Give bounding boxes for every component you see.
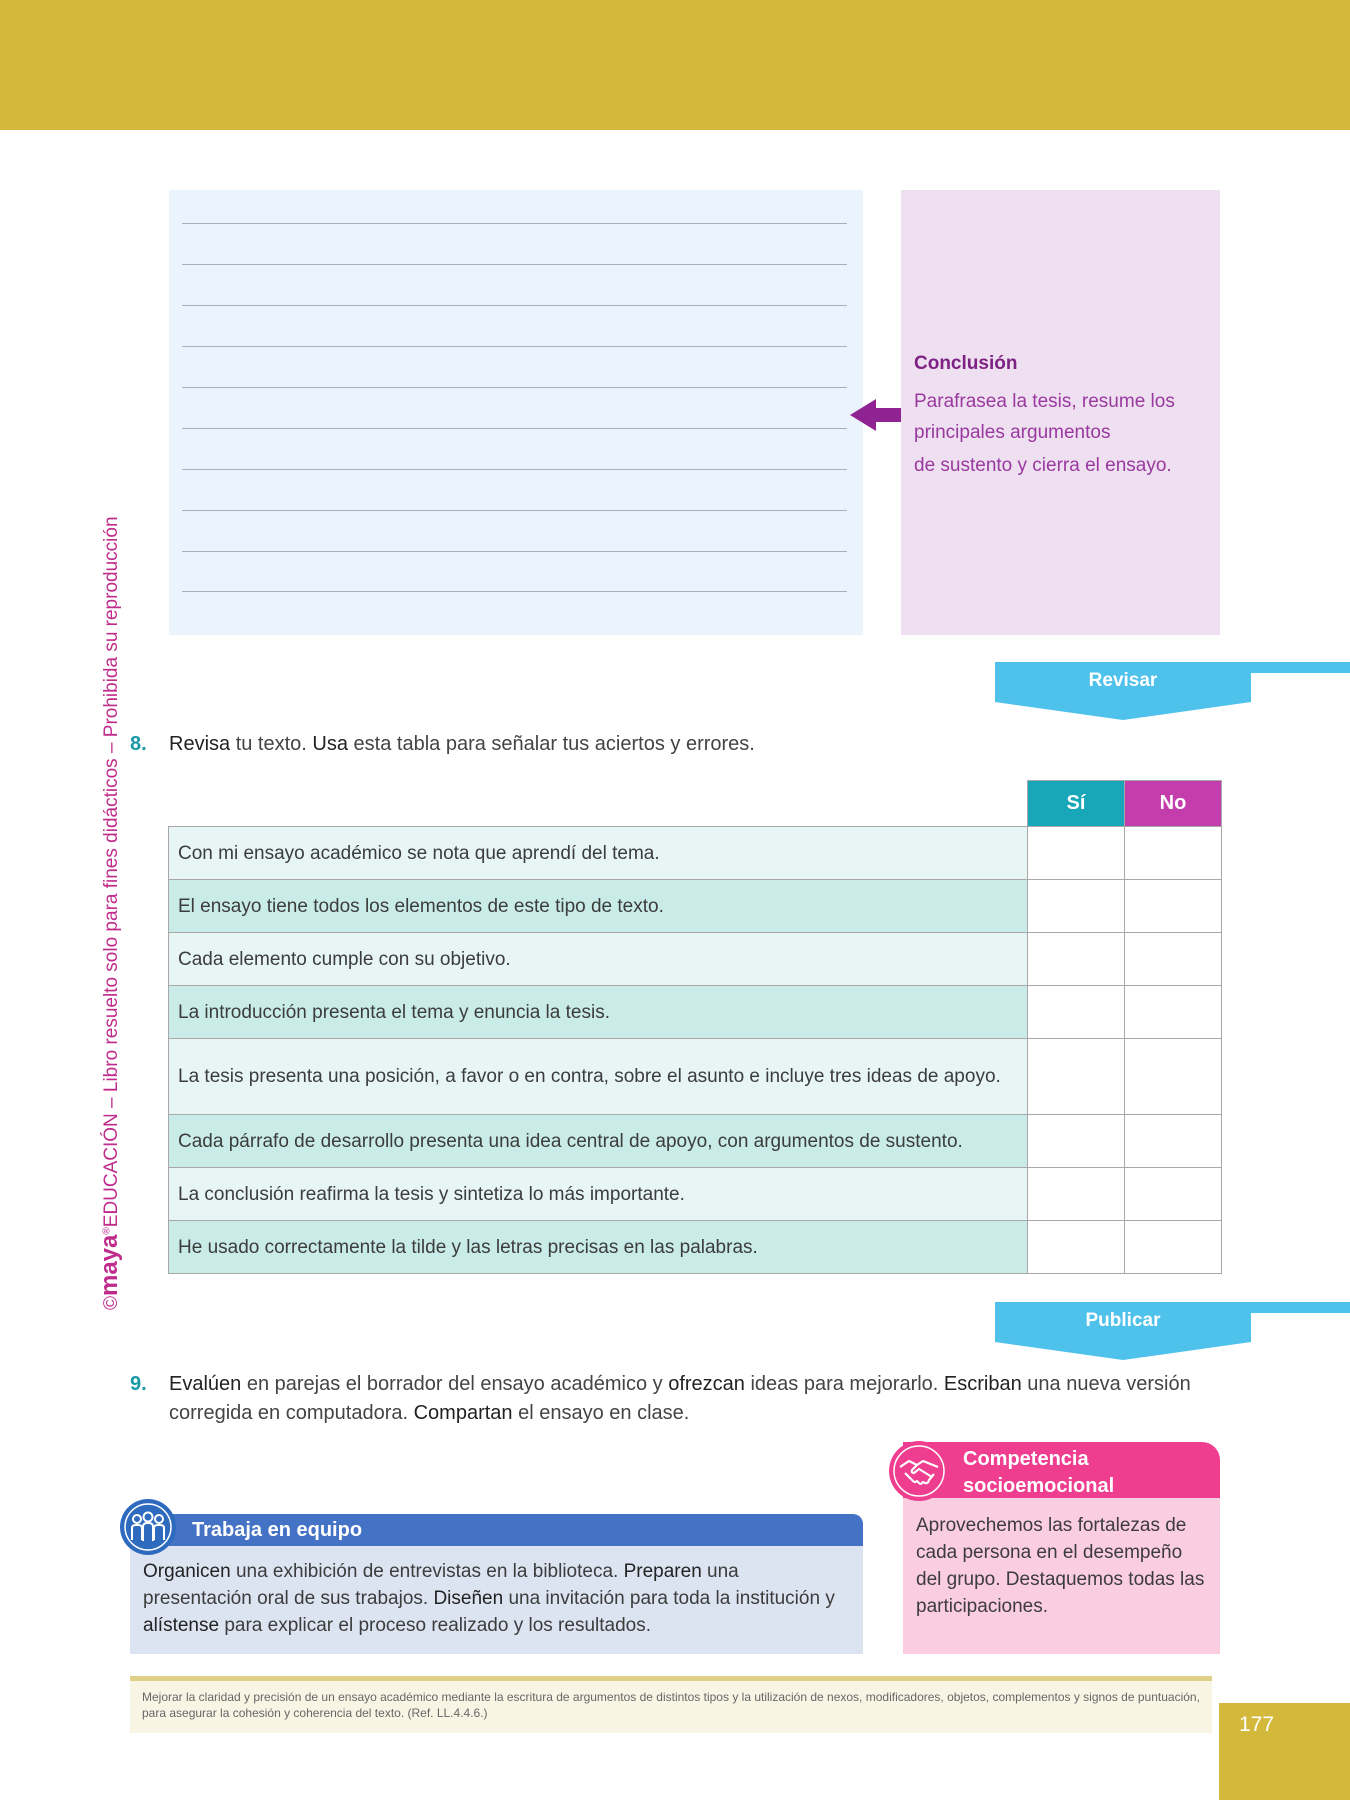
verb: Preparen bbox=[623, 1561, 702, 1582]
teamwork-text-part: una presentación oral de sus trabajos. bbox=[143, 1561, 739, 1609]
teamwork-title: Trabaja en equipo bbox=[192, 1519, 363, 1541]
writing-line bbox=[182, 387, 847, 388]
arrow-left-icon bbox=[848, 395, 908, 435]
table-row bbox=[169, 1221, 1222, 1274]
verb: Usa bbox=[312, 733, 348, 755]
yes-checkbox[interactable] bbox=[1028, 1115, 1125, 1168]
stage-label-review: Revisar bbox=[1088, 670, 1158, 691]
table-row bbox=[169, 1168, 1222, 1221]
criterion-text: He usado correctamente la tilde y las letras precisas en las palabras. bbox=[169, 1221, 1028, 1274]
column-header-no: No bbox=[1125, 781, 1222, 827]
writing-line bbox=[182, 469, 847, 470]
writing-line bbox=[182, 428, 847, 429]
instruction-text: en parejas el borrador del ensayo académico y bbox=[241, 1373, 669, 1395]
writing-area[interactable] bbox=[169, 190, 863, 635]
yes-checkbox[interactable] bbox=[1028, 880, 1125, 933]
instruction-text: tu texto. bbox=[230, 733, 313, 755]
socioemotional-text: Aprovechemos las fortalezas de cada persona en el desempeño del grupo. Destaquemos todas las participaciones. bbox=[903, 1498, 1220, 1654]
conclusion-text bbox=[914, 386, 1214, 481]
instruction-text: una nueva versión corregida en computadora. bbox=[169, 1373, 1191, 1424]
yes-checkbox[interactable] bbox=[1028, 827, 1125, 880]
yes-checkbox[interactable] bbox=[1028, 1039, 1125, 1115]
yes-checkbox[interactable] bbox=[1028, 1168, 1125, 1221]
criterion-text: La conclusión reafirma la tesis y sintetiza lo más importante. bbox=[169, 1168, 1028, 1221]
socioemotional-title: Competencia socioemocional bbox=[963, 1448, 1115, 1497]
writing-line bbox=[182, 305, 847, 306]
writing-line bbox=[182, 510, 847, 511]
criterion-text: El ensayo tiene todos los elementos de este tipo de texto. bbox=[169, 880, 1028, 933]
yes-checkbox[interactable] bbox=[1028, 986, 1125, 1039]
no-checkbox[interactable] bbox=[1125, 933, 1222, 986]
yes-checkbox[interactable] bbox=[1028, 933, 1125, 986]
top-color-band bbox=[0, 0, 1350, 130]
activity-8-instruction bbox=[169, 730, 1259, 759]
writing-line bbox=[182, 551, 847, 552]
table-row bbox=[169, 986, 1222, 1039]
no-checkbox[interactable] bbox=[1125, 827, 1222, 880]
no-checkbox[interactable] bbox=[1125, 1168, 1222, 1221]
table-row bbox=[169, 880, 1222, 933]
handshake-icon bbox=[888, 1440, 950, 1502]
teamwork-box bbox=[130, 1514, 863, 1654]
verb: Evalúen bbox=[169, 1373, 242, 1395]
page-number-box bbox=[1219, 1703, 1350, 1800]
teamwork-text bbox=[130, 1546, 863, 1654]
conclusion-text-line: de sustento y cierra el ensayo. bbox=[914, 455, 1172, 476]
writing-line bbox=[182, 591, 847, 592]
column-header-yes: Sí bbox=[1028, 781, 1125, 827]
no-checkbox[interactable] bbox=[1125, 986, 1222, 1039]
teamwork-text-part: una exhibición de entrevistas en la biblioteca. bbox=[230, 1561, 624, 1582]
verb: Revisa bbox=[169, 733, 231, 755]
verb: Escriban bbox=[943, 1373, 1022, 1395]
verb: alístense bbox=[143, 1615, 220, 1636]
copyright-symbol: © bbox=[101, 1296, 122, 1310]
table-row bbox=[169, 1115, 1222, 1168]
socioemotional-box bbox=[903, 1442, 1220, 1654]
no-checkbox[interactable] bbox=[1125, 1221, 1222, 1274]
table-header-blank bbox=[169, 781, 1028, 827]
page-number: 177 bbox=[1239, 1713, 1275, 1736]
verb: Diseñen bbox=[433, 1588, 504, 1609]
team-group-icon bbox=[119, 1498, 177, 1556]
writing-line bbox=[182, 223, 847, 224]
conclusion-title: Conclusión bbox=[914, 353, 1018, 374]
instruction-text: ideas para mejorarlo. bbox=[744, 1373, 944, 1395]
brand-logo-text: maya bbox=[96, 1234, 123, 1296]
instruction-text: el ensayo en clase. bbox=[512, 1402, 690, 1424]
table-row bbox=[169, 1039, 1222, 1115]
teamwork-header bbox=[130, 1514, 863, 1546]
table-row bbox=[169, 933, 1222, 986]
yes-checkbox[interactable] bbox=[1028, 1221, 1125, 1274]
registered-mark: ® bbox=[101, 1227, 113, 1235]
conclusion-box bbox=[901, 190, 1220, 635]
criterion-text: Cada elemento cumple con su objetivo. bbox=[169, 933, 1028, 986]
criterion-text: La introducción presenta el tema y enuncia la tesis. bbox=[169, 986, 1028, 1039]
socioemotional-header bbox=[903, 1442, 1220, 1498]
writing-line bbox=[182, 264, 847, 265]
writing-line bbox=[182, 346, 847, 347]
skill-footer: Mejorar la claridad y precisión de un ensayo académico mediante la escritura de argumentos de distintos tipos y la utilización de nexos, modificadores, objetos, complementos y signos de puntuación, para asegurar la cohesión y coherencia del texto. (Ref. LL.4.4.6.) bbox=[130, 1681, 1212, 1733]
teamwork-text-part: una invitación para toda la institución y bbox=[503, 1588, 835, 1609]
no-checkbox[interactable] bbox=[1125, 1115, 1222, 1168]
no-checkbox[interactable] bbox=[1125, 1039, 1222, 1115]
side-note-text: EDUCACIÓN – Libro resuelto solo para fines didácticos – Prohibida su reproducción bbox=[101, 516, 122, 1228]
criterion-text: La tesis presenta una posición, a favor o en contra, sobre el asunto e incluye tres ideas de apoyo. bbox=[169, 1039, 1028, 1115]
no-checkbox[interactable] bbox=[1125, 880, 1222, 933]
activity-number: 8. bbox=[130, 733, 147, 755]
conclusion-text-line: Parafrasea la tesis, resume los principales argumentos bbox=[914, 391, 1175, 443]
copyright-side-note bbox=[96, 516, 124, 1310]
instruction-text: esta tabla para señalar tus aciertos y errores. bbox=[347, 733, 755, 755]
criterion-text: Con mi ensayo académico se nota que aprendí del tema. bbox=[169, 827, 1028, 880]
checklist-table bbox=[168, 780, 1222, 1274]
activity-number: 9. bbox=[130, 1373, 147, 1395]
activity-9-instruction bbox=[169, 1370, 1251, 1428]
table-row bbox=[169, 827, 1222, 880]
verb: Compartan bbox=[413, 1402, 513, 1424]
verb: Organicen bbox=[143, 1561, 231, 1582]
stage-label-publish: Publicar bbox=[1085, 1310, 1161, 1331]
teamwork-text-part: para explicar el proceso realizado y los resultados. bbox=[219, 1615, 651, 1636]
verb: ofrezcan bbox=[668, 1373, 745, 1395]
criterion-text: Cada párrafo de desarrollo presenta una idea central de apoyo, con argumentos de sustento. bbox=[169, 1115, 1028, 1168]
